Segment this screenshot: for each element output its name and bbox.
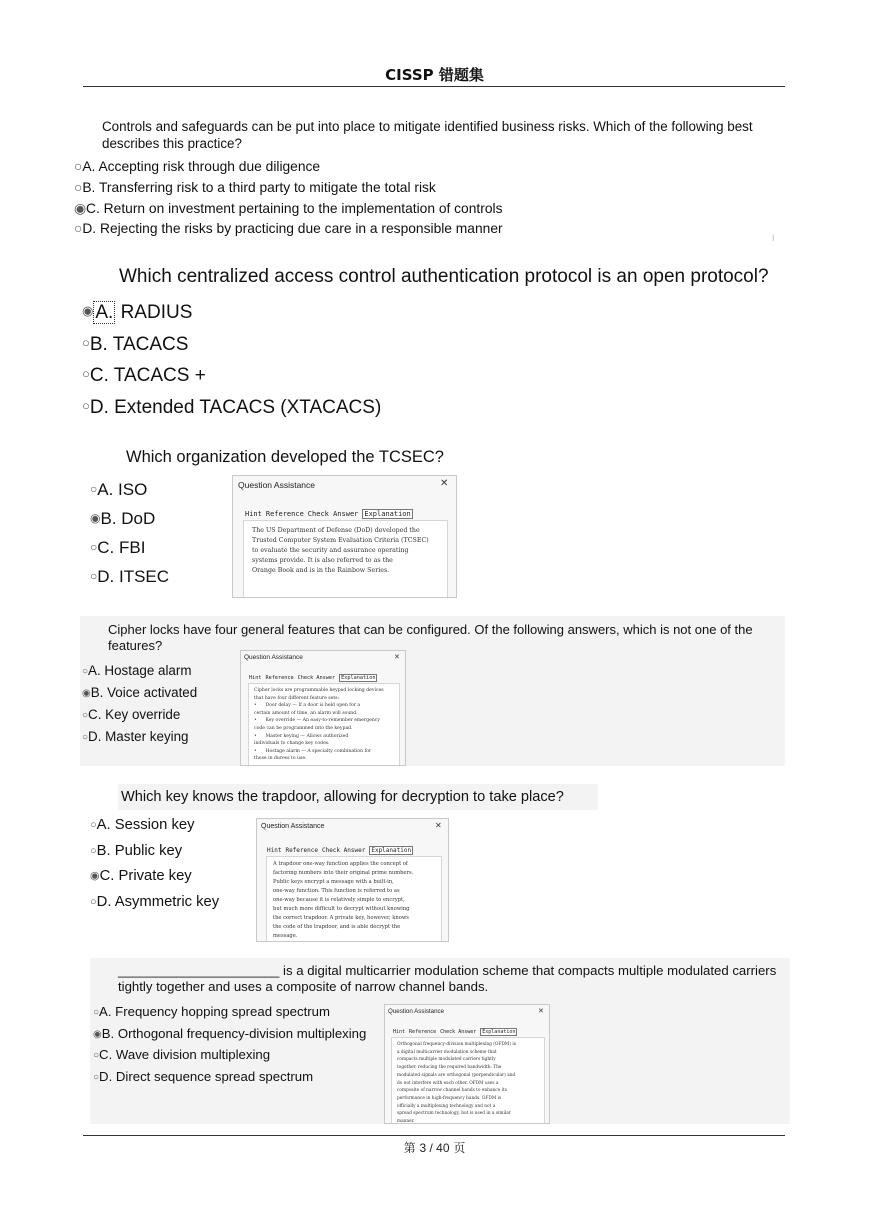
tab-hint[interactable]: Hint <box>249 675 262 681</box>
question-6-option-b[interactable]: ◉B. Orthogonal frequency-division multiplexing <box>93 1026 367 1041</box>
close-icon[interactable]: ✕ <box>538 1007 544 1015</box>
radio-empty-icon[interactable]: ○ <box>93 1072 100 1083</box>
question-4-option-a[interactable]: ○A. Hostage alarm <box>82 663 192 678</box>
tab-check-answer[interactable]: Check Answer <box>307 510 359 518</box>
close-icon[interactable]: ✕ <box>394 653 400 661</box>
explanation-text: Orthogonal frequency-division multiplexing (OFDM) is a digital multicarrier modulation scheme that compacts multiple modulated carriers tightly together, reducing the required bandwidth. The modulated signals are orthogonal (perpendicular) and do not interfere with each other. OFDM uses a composite of narrow channel bands to enhance its performance in high-frequency bands. OFDM is officially a multiplexing technology and not a spread spectrum technology, but is used in a similar manner. <box>391 1037 545 1124</box>
header-rule <box>83 86 785 87</box>
radio-empty-icon[interactable]: ○ <box>90 896 97 908</box>
question-4-text: Cipher locks have four general features that can be configured. Of the following answers, which is not one of the features? <box>108 622 753 653</box>
question-3-option-a[interactable]: ○A. ISO <box>90 480 148 499</box>
question-6-option-c[interactable]: ○C. Wave division multiplexing <box>93 1047 271 1062</box>
tab-explanation[interactable]: Explanation <box>364 510 411 518</box>
explanation-text: The US Department of Defense (DoD) developed the Trusted Computer System Evaluation Criteria (TCSEC) to evaluate the security and assurance operating systems provide. It is also referred to as the Orange Book and is in the Rainbow Series. <box>243 520 448 598</box>
radio-empty-icon[interactable]: ○ <box>82 335 90 350</box>
stray-mark: I <box>772 233 775 243</box>
question-3-option-b[interactable]: ◉B. DoD <box>90 509 156 528</box>
question-3-option-d[interactable]: ○D. ITSEC <box>90 567 170 586</box>
question-5-option-c[interactable]: ◉C. Private key <box>90 868 192 884</box>
dialog-title: Question Assistance <box>238 480 316 490</box>
radio-filled-icon[interactable]: ◉ <box>90 870 100 882</box>
question-3-option-c[interactable]: ○C. FBI <box>90 538 146 557</box>
tab-reference[interactable]: Reference <box>285 847 318 854</box>
question-2-option-a[interactable]: ◉ A. RADIUS <box>82 302 193 323</box>
radio-filled-icon[interactable]: ◉ <box>82 688 91 699</box>
radio-filled-icon[interactable]: ◉ <box>82 303 94 318</box>
dialog-tabs <box>245 509 417 519</box>
question-1-option-b[interactable]: ○B. Transferring risk to a third party to mitigate the total risk <box>74 180 436 195</box>
footer-rule <box>83 1135 785 1136</box>
dialog-title: Question Assistance <box>388 1008 445 1015</box>
question-2-option-d[interactable]: ○D. Extended TACACS (XTACACS) <box>82 397 382 418</box>
question-4-option-c[interactable]: ○C. Key override <box>82 707 181 722</box>
tab-hint[interactable]: Hint <box>245 510 262 518</box>
question-assistance-dialog <box>384 1004 550 1124</box>
tab-reference[interactable]: Reference <box>265 510 304 518</box>
tab-explanation[interactable]: Explanation <box>371 847 412 854</box>
tab-hint[interactable]: Hint <box>267 847 282 854</box>
question-2-text: Which centralized access control authentication protocol is an open protocol? <box>119 266 769 287</box>
radio-empty-icon[interactable]: ○ <box>93 1007 100 1018</box>
page-number: 第 3 / 40 页 <box>403 1141 466 1155</box>
tab-check-answer[interactable]: Check Answer <box>297 675 336 681</box>
radio-empty-icon[interactable]: ○ <box>82 366 90 381</box>
close-icon[interactable]: ✕ <box>435 821 442 830</box>
radio-empty-icon[interactable]: ○ <box>82 666 89 677</box>
radio-empty-icon[interactable]: ○ <box>90 540 98 554</box>
tab-hint[interactable]: Hint <box>393 1029 406 1035</box>
tab-explanation[interactable]: Explanation <box>341 675 376 681</box>
radio-filled-icon[interactable]: ◉ <box>74 201 87 216</box>
dialog-title: Question Assistance <box>261 823 325 830</box>
radio-empty-icon[interactable]: ○ <box>90 819 97 831</box>
explanation-text: A trapdoor one-way function applies the concept of factoring numbers into their original prime numbers. Public keys encrypt a message with a built-in, one-way function. This function is referred to as one-way because it is relatively simple to encrypt, but much more difficult to decrypt without knowing the correct trapdoor. A private key, however, knows the code of the trapdoor, and is able decrypt the message. <box>266 856 442 942</box>
question-assistance-dialog <box>240 650 406 766</box>
radio-empty-icon[interactable]: ○ <box>90 569 98 583</box>
radio-empty-icon[interactable]: ○ <box>74 159 83 174</box>
radio-empty-icon[interactable]: ○ <box>82 732 89 743</box>
question-5-option-d[interactable]: ○D. Asymmetric key <box>90 894 220 910</box>
radio-filled-icon[interactable]: ◉ <box>93 1029 102 1040</box>
explanation-text: Cipher locks are programmable keypad locking devices that have four different feature sets: • Door delay — If a door is held open for a certain amount of time, an alarm will sound. • Key override — An easy-to-remember emergency code can be programmed into the keypad. • Master keying — Allows authorized individuals to change key codes. • Hostage alarm — A specialty combination for those in duress to use. <box>248 683 400 766</box>
question-4-option-d[interactable]: ○D. Master keying <box>82 729 189 744</box>
radio-filled-icon[interactable]: ◉ <box>90 511 101 525</box>
question-1-option-c[interactable]: ◉C. Return on investment pertaining to the implementation of controls <box>74 201 503 216</box>
dialog-tabs <box>267 846 417 855</box>
question-assistance-dialog <box>256 818 449 942</box>
focus-letter: A. <box>95 302 114 323</box>
question-4-option-b[interactable]: ◉B. Voice activated <box>82 685 198 700</box>
radio-empty-icon[interactable]: ○ <box>93 1050 100 1061</box>
question-5-option-a[interactable]: ○A. Session key <box>90 817 195 833</box>
question-1-option-d[interactable]: ○D. Rejecting the risks by practicing due care in a responsible manner <box>74 221 503 236</box>
radio-empty-icon[interactable]: ○ <box>82 710 89 721</box>
question-6-option-a[interactable]: ○A. Frequency hopping spread spectrum <box>93 1004 330 1019</box>
question-1-text: Controls and safeguards can be put into place to mitigate identified business risks. Which of the following best describes this practice? <box>102 119 753 151</box>
radio-empty-icon[interactable]: ○ <box>90 482 98 496</box>
close-icon[interactable]: ✕ <box>440 478 449 489</box>
question-2-option-c[interactable]: ○C. TACACS + <box>82 365 206 386</box>
question-1-option-a[interactable]: ○A. Accepting risk through due diligence <box>74 159 321 174</box>
radio-empty-icon[interactable]: ○ <box>90 845 97 857</box>
question-6-text: ______________________ is a digital multicarrier modulation scheme that compacts multiple modulated carriers tightly together and uses a composite of narrow channel bands. <box>118 963 777 994</box>
question-5-text: Which key knows the trapdoor, allowing for decryption to take place? <box>121 789 564 805</box>
question-6-option-d[interactable]: ○D. Direct sequence spread spectrum <box>93 1069 314 1084</box>
tab-check-answer[interactable]: Check Answer <box>321 847 366 854</box>
radio-empty-icon[interactable]: ○ <box>74 221 83 236</box>
question-assistance-dialog <box>232 475 457 598</box>
tab-reference[interactable]: Reference <box>265 675 294 681</box>
question-5-option-b[interactable]: ○B. Public key <box>90 843 183 859</box>
dialog-tabs <box>249 674 381 682</box>
tab-explanation[interactable]: Explanation <box>482 1029 516 1035</box>
question-3-text: Which organization developed the TCSEC? <box>126 448 444 466</box>
radio-empty-icon[interactable]: ○ <box>74 180 83 195</box>
tab-check-answer[interactable]: Check Answer <box>440 1029 477 1035</box>
document-header-title: CISSP 错题集 <box>385 66 484 84</box>
question-2-option-b[interactable]: ○B. TACACS <box>82 334 189 355</box>
radio-empty-icon[interactable]: ○ <box>82 398 90 413</box>
dialog-title: Question Assistance <box>244 654 303 661</box>
tab-reference[interactable]: Reference <box>409 1029 437 1035</box>
dialog-tabs <box>393 1028 521 1036</box>
